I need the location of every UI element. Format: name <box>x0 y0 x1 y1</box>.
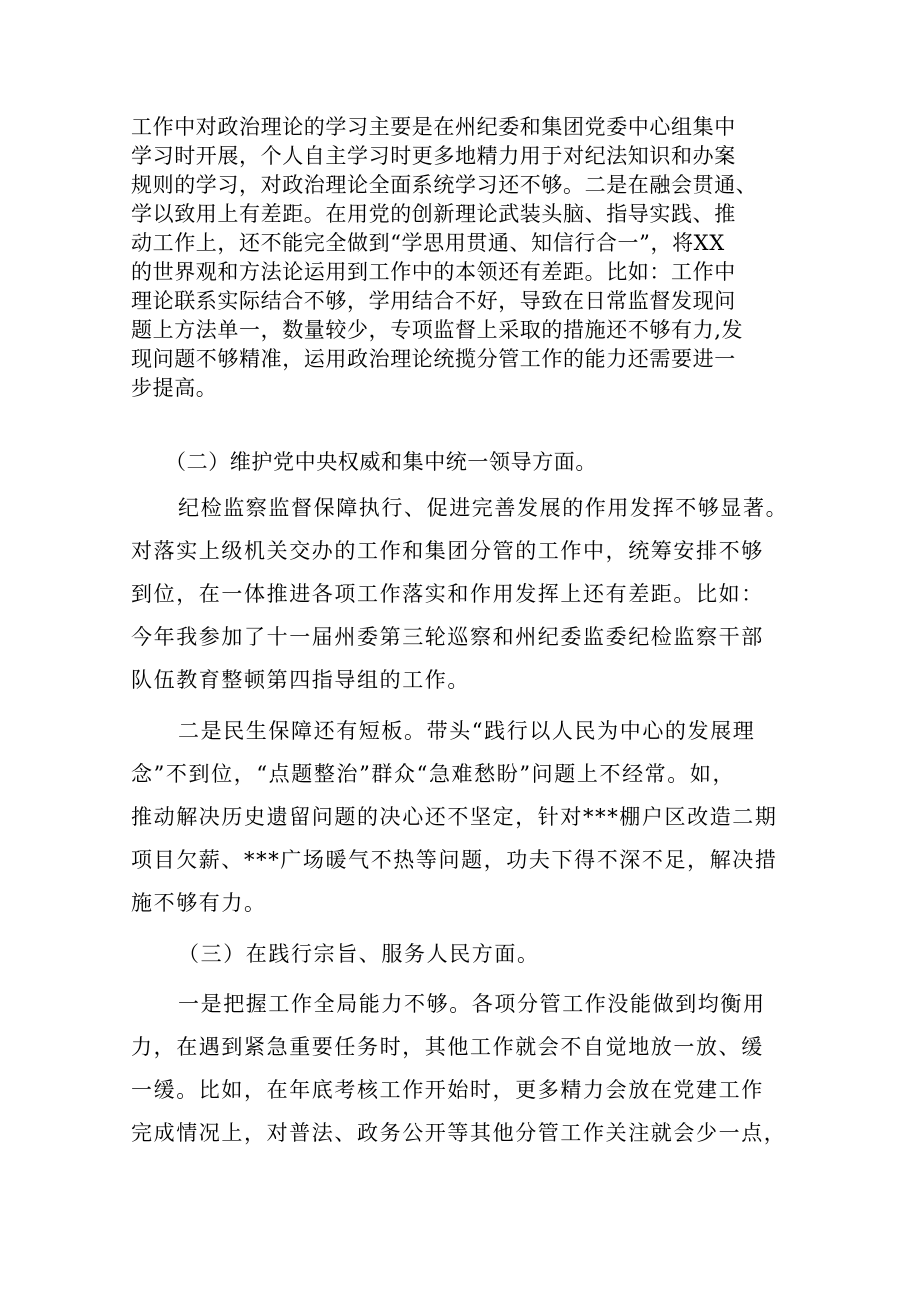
text-line: 一缓。比如，在年底考核工作开始时，更多精力会放在党建工作 <box>131 1078 764 1102</box>
text-line: 对落实上级机关交办的工作和集团分管的工作中，统筹安排不够 <box>131 539 764 563</box>
text-line: 学习时开展，个人自主学习时更多地精力用于对纪法知识和办案 <box>131 144 736 168</box>
paragraph-start: 一是把握工作全局能力不够。各项分管工作没能做到均衡用 <box>178 992 766 1016</box>
text-line: 现问题不够精准，运用政治理论统揽分管工作的能力还需要进一 <box>131 347 736 371</box>
paragraph-start: 纪检监察监督保障执行、促进完善发展的作用发挥不够显著。 <box>178 496 789 520</box>
text-line: 学以致用上有差距。在用党的创新理论武装头脑、指导实践、推 <box>131 202 736 226</box>
text-line: 工作中对政治理论的学习主要是在州纪委和集团党委中心组集中 <box>131 115 736 139</box>
text-line: 推动解决历史遗留问题的决心还不坚定，针对***棚户区改造二期 <box>131 805 778 829</box>
text-line: 完成情况上，对普法、政务公开等其他分管工作关注就会少一点， <box>131 1121 787 1145</box>
text-line: 项目欠薪、***广场暖气不热等问题，功夫下得不深不足，解决措 <box>131 848 778 872</box>
text-line: 今年我参加了十一届州委第三轮巡察和州纪委监委纪检监察干部 <box>131 625 764 649</box>
text-line: 题上方法单一，数量较少，专项监督上采取的措施还不够有力,发 <box>131 318 744 342</box>
text-line: 到位，在一体推进各项工作落实和作用发挥上还有差距。比如： <box>131 582 764 606</box>
text-line: 力，在遇到紧急重要任务时，其他工作就会不自觉地放一放、缓 <box>131 1035 764 1059</box>
text-line: 规则的学习，对政治理论全面系统学习还不够。二是在融会贯通、 <box>131 173 758 197</box>
text-line: 理论联系实际结合不够，学用结合不好，导致在日常监督发现问 <box>131 289 736 313</box>
text-line: 的世界观和方法论运用到工作中的本领还有差距。比如：工作中 <box>131 260 736 284</box>
text-line: 动工作上，还不能完全做到“学思用贯通、知信行合一”，将XX <box>131 231 725 255</box>
text-line: 队伍教育整顿第四指导组的工作。 <box>131 668 470 692</box>
section-heading: （二）维护党中央权威和集中统一领导方面。 <box>165 450 597 474</box>
section-heading: （三）在践行宗旨、服务人民方面。 <box>178 942 540 966</box>
paragraph-start: 二是民生保障还有短板。带头“践行以人民为中心的发展理 <box>178 719 756 743</box>
text-line: 步提高。 <box>131 376 218 400</box>
text-line: 念”不到位，“点题整治”群众“急难愁盼”问题上不经常。如， <box>131 762 736 786</box>
text-line: 施不够有力。 <box>131 891 267 915</box>
